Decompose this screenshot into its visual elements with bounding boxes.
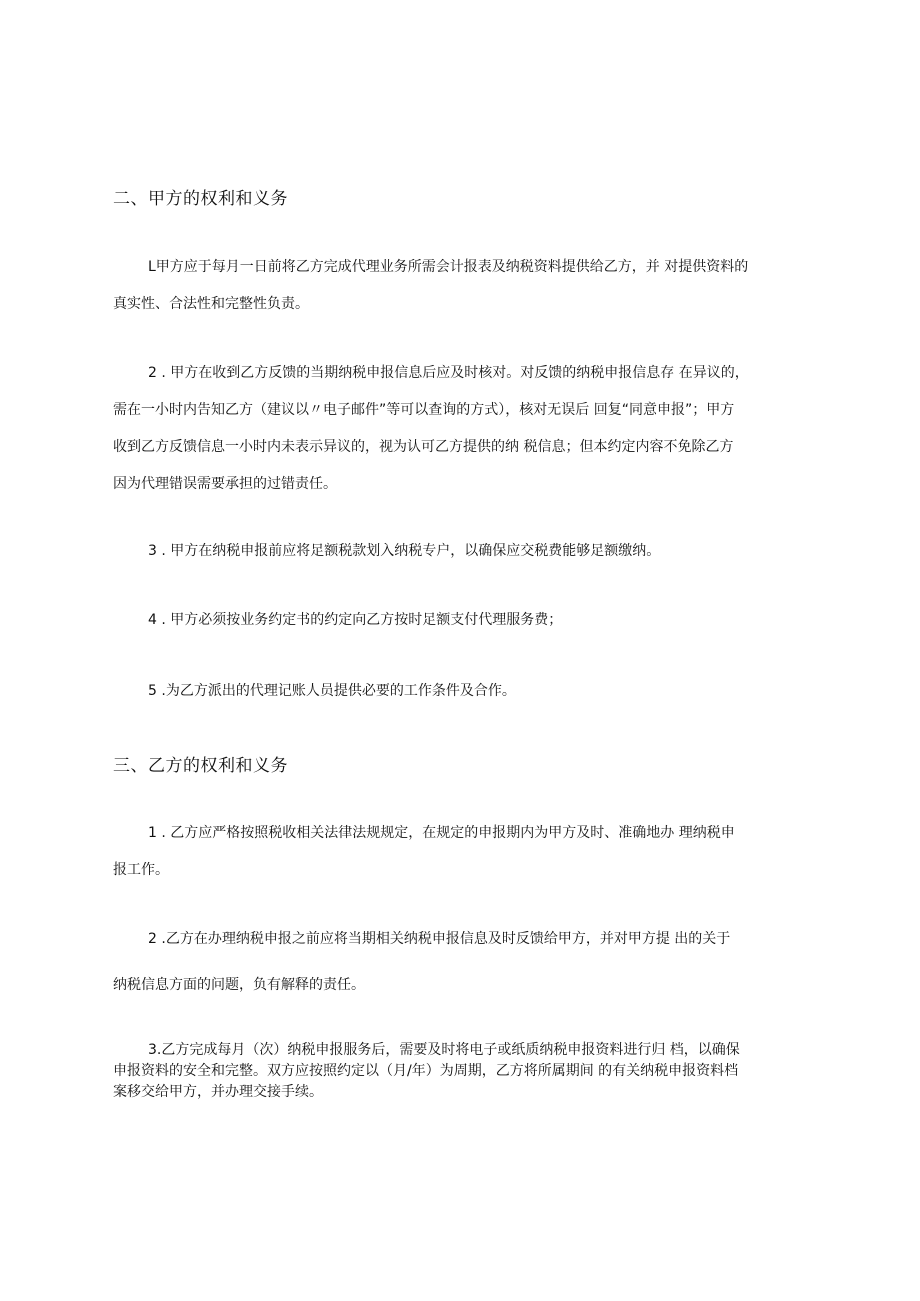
item-number: 3	[148, 543, 157, 559]
section-3-heading: 三、乙方的权利和义务	[113, 756, 288, 776]
item-number: 1	[148, 825, 157, 841]
item-number: 4	[148, 612, 157, 628]
paragraph-line	[113, 602, 808, 639]
section-3-item-2	[113, 921, 808, 1004]
section-3-item-3	[113, 1040, 808, 1103]
paragraph-line: 需在一小时内告知乙方（建议以〃电子邮件”等可以查询的方式），核对无误后 回复“同意申报”；甲方	[113, 402, 735, 418]
section-2-item-3	[113, 533, 808, 570]
paragraph-line: 3.乙方完成每月（次）纳税申报服务后，需要及时将电子或纸质纳税申报资料进行归 档，以确保	[148, 1042, 740, 1058]
paragraph-text: .为乙方派出的代理记账人员提供必要的工作条件及合作。	[156, 683, 516, 699]
paragraph-line	[113, 533, 808, 570]
paragraph-line: 纳税信息方面的问题，负有解释的责任。	[113, 977, 365, 993]
paragraph-line	[113, 921, 808, 958]
section-2-item-4	[113, 602, 808, 639]
paragraph-line: L甲方应于每月一日前将乙方完成代理业务所需会计报表及纳税资料提供给乙方，并 对提供资料的	[148, 259, 749, 275]
paragraph-line	[113, 815, 808, 852]
paragraph-line: 案移交给甲方，并办理交接手续。	[113, 1084, 323, 1100]
paragraph-text: . 甲方在收到乙方反馈的当期纳税申报信息后应及时核对。对反馈的纳税申报信息存 在异议的，	[156, 365, 749, 381]
paragraph-line: 申报资料的安全和完整。双方应按照约定以（月/年）为周期，乙方将所属期间 的有关纳税申报资料档	[113, 1063, 739, 1079]
section-2-item-2	[113, 355, 808, 503]
section-3-item-1	[113, 815, 808, 889]
paragraph-line: 因为代理错误需要承担的过错责任。	[113, 476, 337, 492]
section-2-item-5	[113, 673, 808, 710]
paragraph-text: . 甲方必须按业务约定书的约定向乙方按时足额支付代理服务费；	[156, 612, 563, 628]
item-number: 5	[148, 683, 157, 699]
paragraph-line: 真实性、合法性和完整性负责。	[113, 296, 309, 312]
paragraph-text: .乙方在办理纳税申报之前应将当期相关纳税申报信息及时反馈给甲方，并对甲方提 出的关于	[156, 931, 731, 947]
section-2-item-1	[113, 249, 808, 323]
section-2-heading: 二、甲方的权利和义务	[113, 189, 288, 209]
paragraph-text: . 乙方应严格按照税收相关法律法规规定，在规定的申报期内为甲方及时、准确地办 理纳税申	[156, 825, 735, 841]
item-number: 2	[148, 365, 157, 381]
paragraph-line	[113, 355, 808, 392]
paragraph-line: 报工作。	[113, 862, 169, 878]
paragraph-text: . 甲方在纳税申报前应将足额税款划入纳税专户，以确保应交税费能够足额缴纳。	[156, 543, 661, 559]
item-number: 2	[148, 931, 157, 947]
paragraph-line	[113, 673, 808, 710]
paragraph-line: 收到乙方反馈信息一小时内未表示异议的，视为认可乙方提供的纳 税信息；但本约定内容不免除乙方	[113, 439, 734, 455]
